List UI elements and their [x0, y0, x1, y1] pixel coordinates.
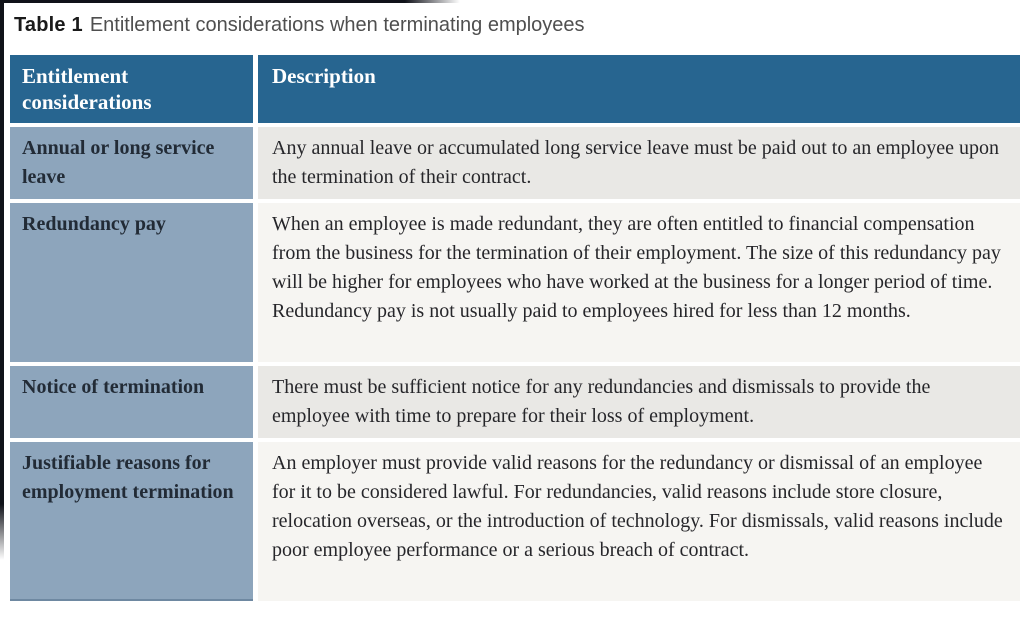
row-notice-of-termination-description: There must be sufficient notice for any redundancies and dismissals to provide the employee with time to prepare for their loss of employment. [258, 366, 1020, 438]
row-annual-leave-description: Any annual leave or accumulated long service leave must be paid out to an employee upon the termination of their contract. [258, 127, 1020, 199]
column-header-description: Description [258, 55, 1020, 123]
row-notice-of-termination-consideration: Notice of termination [10, 366, 253, 438]
entitlements-table [10, 55, 1020, 601]
row-redundancy-pay-consideration: Redundancy pay [10, 203, 253, 362]
row-justifiable-reasons-consideration: Justifiable reasons for employment termination [10, 442, 253, 601]
row-justifiable-reasons-description: An employer must provide valid reasons for the redundancy or dismissal of an employee for it to be considered lawful. For redundancies, valid reasons include store closure, relocation overseas, or the introduction of technology. For dismissals, valid reasons include poor employee performance or a serious breach of contract. [258, 442, 1020, 601]
page-edge-mark-left [0, 0, 4, 560]
table-caption-text: Entitlement considerations when terminating employees [89, 14, 585, 36]
row-redundancy-pay-description: When an employee is made redundant, they are often entitled to financial compensation from the business for the termination of their employment. The size of this redundancy pay will be higher for employees who have worked at the business for a longer period of time. Redundancy pay is not usually paid to employees hired for less than 12 months. [258, 203, 1020, 362]
column-header-entitlement-considerations: Entitlement considerations [10, 55, 253, 123]
row-annual-leave-consideration: Annual or long service leave [10, 127, 253, 199]
page-edge-mark-top [0, 0, 460, 3]
table-caption [14, 12, 1004, 38]
table-caption-label: Table 1 [14, 14, 83, 36]
